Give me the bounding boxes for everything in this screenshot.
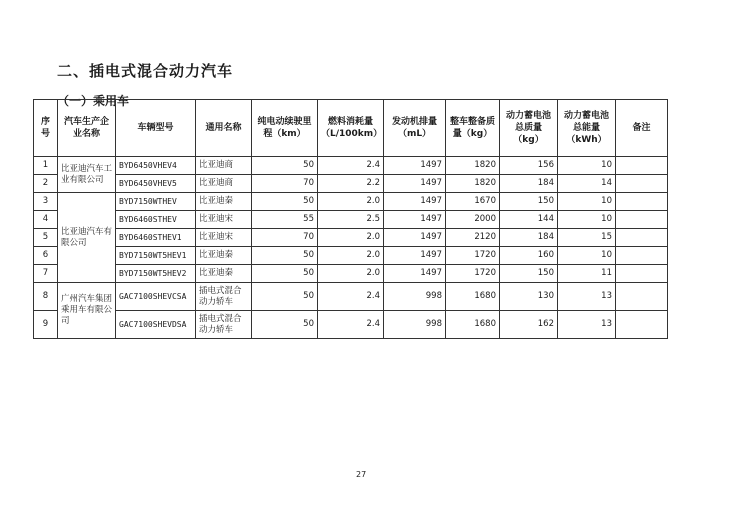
cell-fuel: 2.4 xyxy=(318,283,384,311)
cell-fuel: 2.0 xyxy=(318,265,384,283)
cell-remarks xyxy=(616,211,668,229)
cell-remarks xyxy=(616,157,668,175)
table-row xyxy=(34,283,668,311)
cell-model: BYD6460STHEV1 xyxy=(116,229,196,247)
cell-common-name: 比亚迪秦 xyxy=(196,193,252,211)
cell-engine: 1497 xyxy=(384,193,446,211)
table-row xyxy=(34,311,668,339)
cell-model: BYD6450VHEV5 xyxy=(116,175,196,193)
cell-engine: 1497 xyxy=(384,265,446,283)
header-fuel: 燃料消耗量（L/100km） xyxy=(318,100,384,157)
cell-no: 2 xyxy=(34,175,58,193)
table-header-row xyxy=(34,100,668,157)
cell-curb-mass: 1820 xyxy=(446,175,500,193)
cell-curb-mass: 1680 xyxy=(446,311,500,339)
cell-ev-range: 70 xyxy=(252,175,318,193)
cell-engine: 1497 xyxy=(384,157,446,175)
table-row xyxy=(34,157,668,175)
cell-ev-range: 50 xyxy=(252,311,318,339)
cell-ev-range: 50 xyxy=(252,265,318,283)
cell-no: 8 xyxy=(34,283,58,311)
cell-battery-mass: 184 xyxy=(500,175,558,193)
cell-model: BYD7150WTHEV xyxy=(116,193,196,211)
cell-no: 9 xyxy=(34,311,58,339)
header-maker: 汽车生产企业名称 xyxy=(58,100,116,157)
cell-ev-range: 70 xyxy=(252,229,318,247)
cell-battery-energy: 13 xyxy=(558,311,616,339)
header-engine: 发动机排量（mL） xyxy=(384,100,446,157)
cell-remarks xyxy=(616,193,668,211)
header-battery-mass: 动力蓄电池总质量（kg） xyxy=(500,100,558,157)
cell-engine: 1497 xyxy=(384,211,446,229)
cell-model: BYD6450VHEV4 xyxy=(116,157,196,175)
cell-battery-mass: 160 xyxy=(500,247,558,265)
cell-common-name: 比亚迪商 xyxy=(196,175,252,193)
cell-ev-range: 50 xyxy=(252,157,318,175)
cell-common-name: 插电式混合动力轿车 xyxy=(196,283,252,311)
vehicle-table xyxy=(33,99,668,339)
cell-fuel: 2.0 xyxy=(318,247,384,265)
cell-fuel: 2.0 xyxy=(318,229,384,247)
cell-remarks xyxy=(616,175,668,193)
cell-fuel: 2.4 xyxy=(318,157,384,175)
cell-battery-mass: 162 xyxy=(500,311,558,339)
cell-remarks xyxy=(616,229,668,247)
cell-battery-mass: 184 xyxy=(500,229,558,247)
cell-curb-mass: 2000 xyxy=(446,211,500,229)
cell-engine: 998 xyxy=(384,283,446,311)
cell-remarks xyxy=(616,247,668,265)
cell-ev-range: 50 xyxy=(252,247,318,265)
cell-battery-energy: 10 xyxy=(558,193,616,211)
cell-common-name: 比亚迪秦 xyxy=(196,265,252,283)
cell-battery-energy: 15 xyxy=(558,229,616,247)
cell-no: 1 xyxy=(34,157,58,175)
cell-model: GAC7100SHEVDSA xyxy=(116,311,196,339)
cell-battery-energy: 11 xyxy=(558,265,616,283)
cell-curb-mass: 1820 xyxy=(446,157,500,175)
cell-engine: 1497 xyxy=(384,175,446,193)
cell-curb-mass: 1720 xyxy=(446,247,500,265)
cell-curb-mass: 1720 xyxy=(446,265,500,283)
cell-common-name: 比亚迪秦 xyxy=(196,247,252,265)
cell-curb-mass: 2120 xyxy=(446,229,500,247)
cell-battery-mass: 150 xyxy=(500,265,558,283)
cell-battery-mass: 144 xyxy=(500,211,558,229)
table-row xyxy=(34,193,668,211)
cell-no: 5 xyxy=(34,229,58,247)
header-no: 序号 xyxy=(34,100,58,157)
cell-model: BYD7150WT5HEV2 xyxy=(116,265,196,283)
cell-battery-energy: 10 xyxy=(558,211,616,229)
cell-no: 7 xyxy=(34,265,58,283)
page-number: 27 xyxy=(356,470,367,479)
cell-no: 3 xyxy=(34,193,58,211)
cell-ev-range: 50 xyxy=(252,193,318,211)
cell-fuel: 2.2 xyxy=(318,175,384,193)
cell-curb-mass: 1680 xyxy=(446,283,500,311)
cell-battery-energy: 13 xyxy=(558,283,616,311)
cell-remarks xyxy=(616,311,668,339)
cell-curb-mass: 1670 xyxy=(446,193,500,211)
cell-ev-range: 55 xyxy=(252,211,318,229)
cell-fuel: 2.5 xyxy=(318,211,384,229)
cell-common-name: 插电式混合动力轿车 xyxy=(196,311,252,339)
header-curb-mass: 整车整备质量（kg） xyxy=(446,100,500,157)
cell-fuel: 2.4 xyxy=(318,311,384,339)
cell-remarks xyxy=(616,283,668,311)
cell-common-name: 比亚迪商 xyxy=(196,157,252,175)
cell-battery-energy: 10 xyxy=(558,157,616,175)
section-title: 二、插电式混合动力汽车 xyxy=(57,62,234,80)
cell-maker: 比亚迪汽车有限公司 xyxy=(58,193,116,283)
cell-no: 4 xyxy=(34,211,58,229)
table-row xyxy=(34,247,668,265)
cell-maker: 广州汽车集团乘用车有限公司 xyxy=(58,283,116,339)
cell-ev-range: 50 xyxy=(252,283,318,311)
cell-engine: 1497 xyxy=(384,229,446,247)
cell-battery-mass: 156 xyxy=(500,157,558,175)
header-common-name: 通用名称 xyxy=(196,100,252,157)
cell-engine: 998 xyxy=(384,311,446,339)
table-row xyxy=(34,175,668,193)
cell-remarks xyxy=(616,265,668,283)
cell-fuel: 2.0 xyxy=(318,193,384,211)
cell-common-name: 比亚迪宋 xyxy=(196,229,252,247)
cell-battery-mass: 150 xyxy=(500,193,558,211)
header-battery-energy: 动力蓄电池总能量（kWh） xyxy=(558,100,616,157)
cell-model: GAC7100SHEVCSA xyxy=(116,283,196,311)
table-row xyxy=(34,211,668,229)
cell-battery-energy: 14 xyxy=(558,175,616,193)
table-row xyxy=(34,229,668,247)
cell-battery-energy: 10 xyxy=(558,247,616,265)
cell-no: 6 xyxy=(34,247,58,265)
table-row xyxy=(34,265,668,283)
header-model: 车辆型号 xyxy=(116,100,196,157)
header-ev-range: 纯电动续驶里程（km） xyxy=(252,100,318,157)
subsection-title: （一）乘用车 xyxy=(57,94,130,108)
cell-engine: 1497 xyxy=(384,247,446,265)
cell-maker: 比亚迪汽车工业有限公司 xyxy=(58,157,116,193)
cell-model: BYD7150WT5HEV1 xyxy=(116,247,196,265)
cell-model: BYD6460STHEV xyxy=(116,211,196,229)
cell-battery-mass: 130 xyxy=(500,283,558,311)
cell-common-name: 比亚迪宋 xyxy=(196,211,252,229)
header-remarks: 备注 xyxy=(616,100,668,157)
